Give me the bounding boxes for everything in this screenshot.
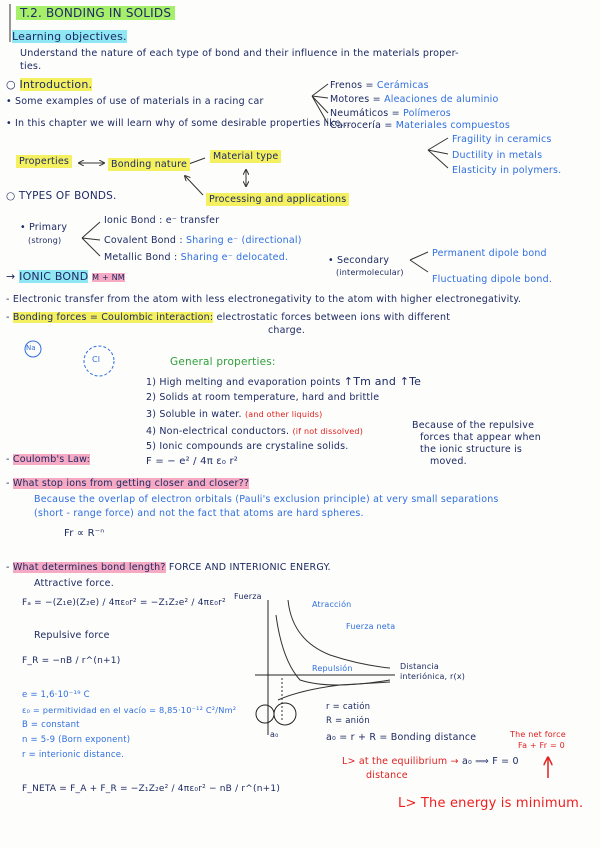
car-part-brakes: Frenos = Cerámicas (330, 80, 429, 91)
property-elasticity: Elasticity in polymers. (452, 165, 562, 176)
proportional: Fr ∝ R⁻ⁿ (64, 528, 105, 539)
repulsive-note-4: moved. (430, 456, 467, 467)
covalent-bond-line: Covalent Bond : Sharing e⁻ (directional) (104, 235, 302, 246)
ionic-bond-heading: → IONIC BOND M + NM (6, 270, 125, 283)
attractive-formula: Fₐ = −(Z₁e)(Z₂e) / 4πε₀r² = −Z₁Z₂e² / 4πε₀r² (22, 598, 226, 608)
coulomb-formula: F = − e² / 4π ε₀ r² (146, 456, 239, 467)
attractive-force-label: Attractive force. (34, 578, 114, 589)
property-5: 5) Ionic compounds are crystaline solids. (146, 441, 349, 452)
constant-n: n = 5-9 (Born exponent) (22, 735, 131, 745)
graph-repulsion: Repulsión (312, 664, 353, 673)
general-properties-heading: General properties: (170, 356, 276, 368)
page-title: T.2. BONDING IN SOLIDS (16, 6, 175, 20)
diagram-bonding-nature: Bonding nature (108, 158, 190, 171)
metallic-bond-line: Metallic Bond : Sharing e⁻ delocated. (104, 252, 289, 263)
learning-objectives-line2: ties. (20, 61, 42, 72)
permanent-dipole: Permanent dipole bond (432, 248, 547, 259)
energy-minimum: L> The energy is minimum. (398, 796, 584, 811)
cl-ion: Cl (92, 355, 101, 364)
property-4: 4) Non-electrical conductors. (if not dissolved) (146, 426, 364, 437)
diagram-processing: Processing and applications (206, 193, 349, 206)
bonding-distance: a₀ = r + R = Bonding distance (326, 732, 477, 743)
constant-b: B = constant (22, 720, 80, 730)
bonding-forces-cont: charge. (268, 325, 306, 336)
introduction-heading: ○ Introduction. (6, 78, 93, 91)
secondary-label: • Secondary (328, 255, 390, 266)
net-force-note-2: Fa + Fr = 0 (518, 741, 565, 750)
equilibrium-1: L> at the equilibrium → a₀ ⟹ F = 0 (342, 756, 519, 767)
types-heading: ○ TYPES OF BONDS. (6, 190, 117, 202)
net-force-note-1: The net force (510, 730, 566, 739)
net-force-formula: F_NETA = F_A + F_R = −Z₁Z₂e² / 4πε₀r² − nB / r^(n+1) (22, 784, 281, 794)
repulsive-note-1: Because of the repulsive (412, 420, 535, 431)
graph-distance-1: Distancia (400, 662, 439, 671)
property-3: 3) Soluble in water. (and other liquids) (146, 409, 323, 420)
answer-closer-2: (short - range force) and not the fact that atoms are hard spheres. (34, 508, 364, 519)
constant-r: r = interionic distance. (22, 750, 125, 760)
na-ion: Na (26, 344, 36, 352)
primary-label: • Primary (20, 222, 68, 233)
repulsive-note-3: the ionic structure is (420, 444, 523, 455)
repulsive-note-2: forces that appear when (420, 432, 541, 443)
diagram-material-type: Material type (210, 150, 281, 163)
coulomb-label: - Coulomb's Law: (6, 454, 91, 465)
fluctuating-dipole: Fluctuating dipole bond. (432, 274, 553, 285)
constant-e: e = 1,6·10⁻¹⁹ C (22, 690, 90, 700)
property-1: 1) High melting and evaporation points ↑Tm and ↑Te (146, 375, 422, 388)
r-cation: r = catión (326, 702, 371, 712)
diagram-properties: Properties (16, 155, 72, 168)
car-part-bodywork: Carrocería = Materiales compuestos (330, 120, 510, 131)
property-ductility: Ductility in metals (452, 150, 543, 161)
learning-objectives-heading: Learning objectives. (12, 30, 127, 43)
graph-y-label: Fuerza (234, 592, 262, 601)
question-closer: - What stop ions from getting closer and closer?? (6, 478, 250, 489)
introduction-chapter: • In this chapter we will learn why of some desirable properties like... (6, 118, 351, 129)
graph-attraction: Atracción (312, 600, 352, 609)
secondary-note: (intermolecular) (336, 268, 404, 277)
repulsive-formula: F_R = −nB / r^(n+1) (22, 656, 121, 666)
property-2: 2) Solids at room temperature, hard and brittle (146, 392, 380, 403)
bonding-forces: - Bonding forces = Coulombic interaction: electrostatic forces between ions with different (6, 312, 451, 323)
question-bond-length: - What determines bond length? FORCE AND INTERIONIC ENERGY. (6, 562, 331, 573)
car-part-engines: Motores = Aleaciones de aluminio (330, 94, 499, 105)
graph-a0: a₀ (270, 730, 279, 739)
equilibrium-2: distance (366, 770, 408, 781)
learning-objectives-line1: Understand the nature of each type of bond and their influence in the materials proper- (20, 48, 459, 59)
graph-distance-2: interiónica, r(x) (400, 672, 466, 681)
introduction-examples: • Some examples of use of materials in a racing car (6, 96, 264, 107)
repulsive-force-label: Repulsive force (34, 630, 110, 641)
primary-note: (strong) (28, 236, 62, 245)
ionic-transfer: - Electronic transfer from the atom with less electronegativity to the atom with higher electronegativity. (6, 294, 522, 305)
graph-fuerza-neta: Fuerza neta (346, 622, 396, 631)
property-fragility: Fragility in ceramics (452, 134, 552, 145)
constant-e0: ε₀ = permitividad en el vacío = 8,85·10⁻¹² C²/Nm² (22, 705, 237, 715)
ionic-bond-line: Ionic Bond : e⁻ transfer (104, 215, 220, 226)
answer-closer-1: Because the overlap of electron orbitals (Pauli's exclusion principle) at very small separations (34, 494, 499, 505)
r-anion: R = anión (326, 716, 370, 726)
car-part-tyres: Neumáticos = Polímeros (330, 108, 451, 119)
